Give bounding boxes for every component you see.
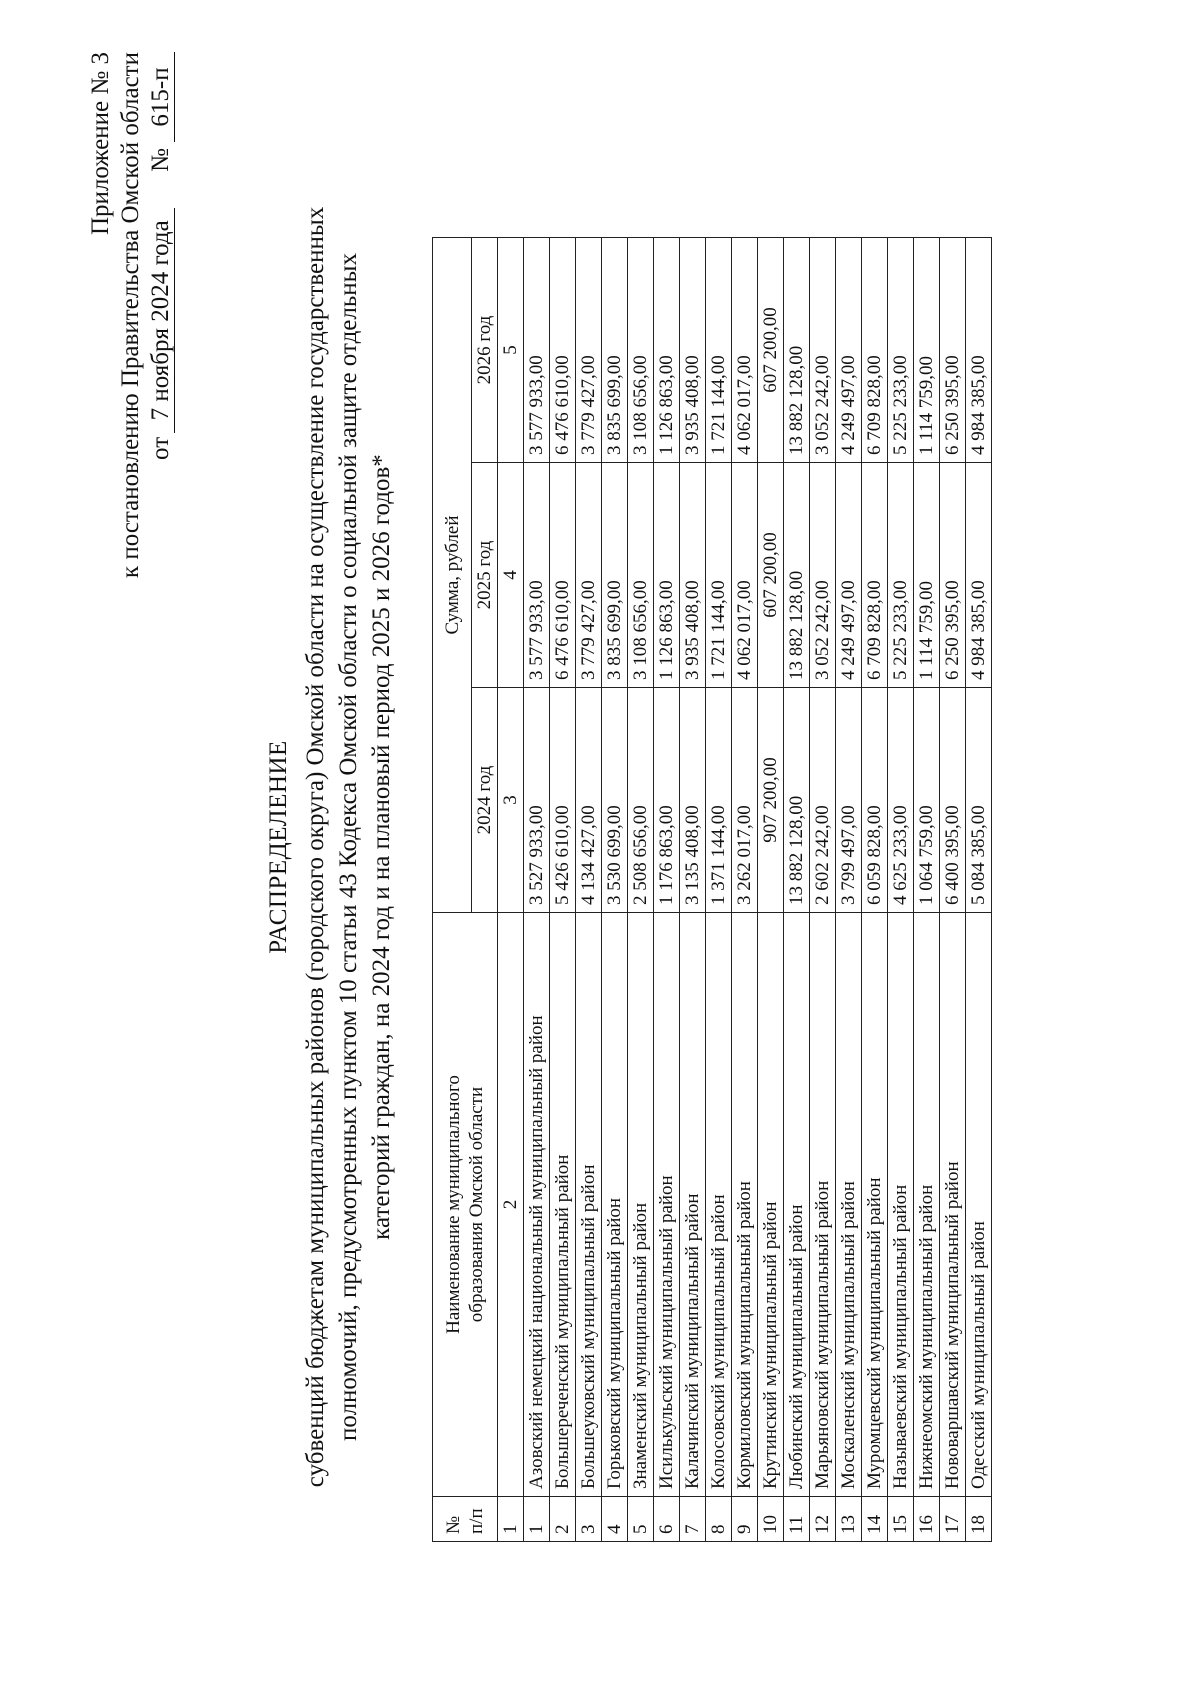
row-sum-2026: 3 577 933,00 [524,238,550,463]
header-year-2024: 2024 год [472,688,498,913]
row-number: 4 [602,1497,628,1542]
row-municipality-name: Нижнеомский муниципальный район [914,913,940,1497]
table-row [914,238,940,1542]
row-sum-2026: 13 882 128,00 [784,238,810,463]
row-municipality-name: Кормиловский муниципальный район [732,913,758,1497]
row-sum-2025: 3 779 427,00 [576,463,602,688]
row-sum-2025: 3 935 408,00 [680,463,706,688]
row-number: 11 [784,1497,810,1542]
row-sum-2026: 6 709 828,00 [862,238,888,463]
row-municipality-name: Колосовский муниципальный район [706,913,732,1497]
number-label: № [147,148,174,172]
row-sum-2026: 4 249 497,00 [836,238,862,463]
appendix-block [86,52,176,578]
row-sum-2026: 3 935 408,00 [680,238,706,463]
row-sum-2025: 1 721 144,00 [706,463,732,688]
table-row [888,238,914,1542]
row-sum-2024: 3 527 933,00 [524,688,550,913]
row-number: 16 [914,1497,940,1542]
row-sum-2025: 3 052 242,00 [810,463,836,688]
header-sum: Сумма, рублей [433,238,472,913]
row-sum-2025: 6 709 828,00 [862,463,888,688]
table-row [576,238,602,1542]
row-sum-2026: 3 835 699,00 [602,238,628,463]
row-municipality-name: Азовский немецкий национальный муниципальный район [524,913,550,1497]
header-year-2026: 2026 год [472,238,498,463]
row-municipality-name: Нововаршавский муниципальный район [940,913,966,1497]
header-number-line-1: № [443,1515,464,1534]
distribution-table [432,237,992,1542]
row-sum-2026: 3 052 242,00 [810,238,836,463]
row-municipality-name: Любинский муниципальный район [784,913,810,1497]
header-name [433,913,498,1497]
column-number-4: 4 [498,463,524,688]
resolution-number: 615-п [148,52,175,142]
row-municipality-name: Калачинский муниципальный район [680,913,706,1497]
row-sum-2024: 3 530 699,00 [602,688,628,913]
row-sum-2025: 1 126 863,00 [654,463,680,688]
row-number: 8 [706,1497,732,1542]
date-prefix: от [147,436,174,460]
row-number: 3 [576,1497,602,1542]
row-sum-2024: 3 799 497,00 [836,688,862,913]
row-sum-2024: 4 134 427,00 [576,688,602,913]
table-row [602,238,628,1542]
row-sum-2026: 1 114 759,00 [914,238,940,463]
heading-line-1: субвенций бюджетам муниципальных районов (городского округа) Омской области на осуществление государственных [302,206,329,1488]
table-row [966,238,992,1542]
row-sum-2024: 6 400 395,00 [940,688,966,913]
table-row [654,238,680,1542]
column-number-2: 2 [498,913,524,1497]
row-sum-2025: 1 114 759,00 [914,463,940,688]
row-municipality-name: Горьковский муниципальный район [602,913,628,1497]
row-sum-2026: 4 984 385,00 [966,238,992,463]
row-municipality-name: Большереченский муниципальный район [550,913,576,1497]
row-sum-2026: 1 126 863,00 [654,238,680,463]
row-sum-2024: 4 625 233,00 [888,688,914,913]
row-sum-2024: 2 602 242,00 [810,688,836,913]
column-number-5: 5 [498,238,524,463]
row-sum-2025: 3 108 656,00 [628,463,654,688]
row-sum-2024: 5 084 385,00 [966,688,992,913]
row-number: 18 [966,1497,992,1542]
row-number: 15 [888,1497,914,1542]
column-numbers-row [498,238,524,1542]
row-municipality-name: Крутинский муниципальный район [758,913,784,1497]
table-row [758,238,784,1542]
row-municipality-name: Исилькульский муниципальный район [654,913,680,1497]
row-sum-2025: 6 250 395,00 [940,463,966,688]
row-number: 14 [862,1497,888,1542]
row-sum-2024: 3 262 017,00 [732,688,758,913]
row-sum-2026: 6 476 610,00 [550,238,576,463]
appendix-reference: к постановлению Правительства Омской области [117,52,144,579]
table-row [836,238,862,1542]
row-number: 5 [628,1497,654,1542]
row-municipality-name: Марьяновский муниципальный район [810,913,836,1497]
table-row [810,238,836,1542]
row-sum-2024: 907 200,00 [758,688,784,913]
table-row [732,238,758,1542]
header-number [433,1497,498,1542]
row-sum-2026: 1 721 144,00 [706,238,732,463]
row-sum-2024: 13 882 128,00 [784,688,810,913]
header-name-line-2: образования Омской области [466,1086,487,1323]
row-sum-2025: 13 882 128,00 [784,463,810,688]
table-body [524,238,992,1542]
row-sum-2024: 6 059 828,00 [862,688,888,913]
document-heading [262,77,398,1617]
row-number: 9 [732,1497,758,1542]
row-sum-2026: 607 200,00 [758,238,784,463]
table-row [524,238,550,1542]
table-header [433,238,524,1542]
row-municipality-name: Муромцевский муниципальный район [862,913,888,1497]
row-sum-2026: 5 225 233,00 [888,238,914,463]
header-row-1 [433,238,472,1542]
column-number-3: 3 [498,688,524,913]
row-sum-2026: 6 250 395,00 [940,238,966,463]
row-number: 13 [836,1497,862,1542]
row-number: 2 [550,1497,576,1542]
row-municipality-name: Москаленский муниципальный район [836,913,862,1497]
header-name-line-1: Наименование муниципального [443,1075,464,1334]
table-row [550,238,576,1542]
row-number: 10 [758,1497,784,1542]
table-row [680,238,706,1542]
header-year-2025: 2025 год [472,463,498,688]
heading-line-3: категорий граждан, на 2024 год и на плановый период 2025 и 2026 годов* [368,454,395,1240]
row-municipality-name: Знаменский муниципальный район [628,913,654,1497]
table-row [628,238,654,1542]
row-sum-2025: 4 249 497,00 [836,463,862,688]
row-number: 12 [810,1497,836,1542]
row-sum-2025: 5 225 233,00 [888,463,914,688]
row-number: 17 [940,1497,966,1542]
row-number: 7 [680,1497,706,1542]
appendix-date-row [146,52,176,578]
table-row [862,238,888,1542]
row-sum-2025: 4 062 017,00 [732,463,758,688]
table-row [706,238,732,1542]
row-sum-2026: 3 779 427,00 [576,238,602,463]
row-municipality-name: Большеуковский муниципальный район [576,913,602,1497]
row-sum-2024: 1 371 144,00 [706,688,732,913]
row-sum-2024: 2 508 656,00 [628,688,654,913]
column-number-1: 1 [498,1497,524,1542]
table-row [940,238,966,1542]
row-sum-2026: 3 108 656,00 [628,238,654,463]
row-number: 1 [524,1497,550,1542]
heading-line-2: полномочий, предусмотренных пунктом 10 статьи 43 Кодекса Омской области о социальной защите отдельных [335,253,362,1441]
appendix-number: Приложение № 3 [87,52,114,236]
row-sum-2024: 1 064 759,00 [914,688,940,913]
row-municipality-name: Одесский муниципальный район [966,913,992,1497]
row-sum-2025: 4 984 385,00 [966,463,992,688]
row-sum-2024: 1 176 863,00 [654,688,680,913]
resolution-date: 7 ноября 2024 года [148,208,175,433]
header-number-line-2: п/п [466,1508,487,1534]
document-title: РАСПРЕДЕЛЕНИЕ [265,740,292,954]
row-sum-2026: 4 062 017,00 [732,238,758,463]
row-sum-2024: 5 426 610,00 [550,688,576,913]
row-sum-2025: 3 577 933,00 [524,463,550,688]
row-sum-2024: 3 135 408,00 [680,688,706,913]
row-municipality-name: Называевский муниципальный район [888,913,914,1497]
table-row [784,238,810,1542]
row-number: 6 [654,1497,680,1542]
row-sum-2025: 607 200,00 [758,463,784,688]
row-sum-2025: 3 835 699,00 [602,463,628,688]
row-sum-2025: 6 476 610,00 [550,463,576,688]
